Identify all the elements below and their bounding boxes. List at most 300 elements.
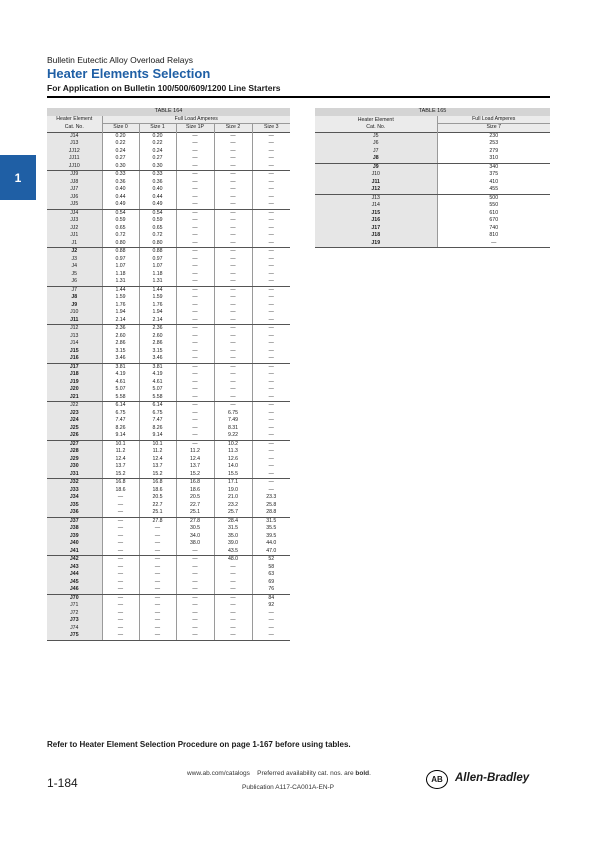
amperes-cell: — <box>102 540 139 548</box>
table-row <box>315 148 550 156</box>
cat-no-cell: J16 <box>315 217 437 225</box>
amperes-cell: — <box>214 363 252 371</box>
amperes-cell: — <box>176 417 214 425</box>
amperes-cell: 1.59 <box>139 294 176 302</box>
amperes-cell: — <box>176 410 214 418</box>
amperes-cell: — <box>176 256 214 264</box>
amperes-cell: 21.0 <box>214 494 252 502</box>
cat-no-cell: J32 <box>47 479 102 487</box>
amperes-cell: — <box>176 579 214 587</box>
cat-no-cell: J6 <box>47 278 102 286</box>
amperes-cell: — <box>176 371 214 379</box>
amperes-cell: 1.18 <box>139 271 176 279</box>
amperes-cell: — <box>214 594 252 602</box>
cat-no-cell: JJ12 <box>47 148 102 156</box>
table-row <box>47 333 290 341</box>
amperes-cell: 6.14 <box>139 402 176 410</box>
amperes-cell: — <box>102 502 139 510</box>
cat-no-cell: JJ3 <box>47 217 102 225</box>
amperes-cell: 3.46 <box>102 355 139 363</box>
amperes-cell: — <box>252 263 290 271</box>
cat-no-cell: JJ10 <box>47 163 102 171</box>
table-row <box>315 202 550 210</box>
header-cat-no: Cat. No. <box>47 124 102 133</box>
cat-no-cell: J44 <box>47 571 102 579</box>
cat-no-cell: J6 <box>315 140 437 148</box>
cat-no-cell: J9 <box>47 302 102 310</box>
table-row <box>47 594 290 602</box>
table-row <box>47 309 290 317</box>
cat-no-cell: J45 <box>47 579 102 587</box>
amperes-cell: — <box>176 625 214 633</box>
amperes-cell: — <box>214 371 252 379</box>
cat-no-cell: JJ4 <box>47 209 102 217</box>
amperes-cell: — <box>176 379 214 387</box>
amperes-cell: — <box>214 602 252 610</box>
amperes-cell: — <box>176 548 214 556</box>
table-row <box>47 479 290 487</box>
amperes-cell: 0.40 <box>102 186 139 194</box>
amperes-cell: 6.75 <box>214 410 252 418</box>
table-row <box>47 371 290 379</box>
cat-no-cell: J8 <box>315 155 437 163</box>
cat-no-cell: J27 <box>47 440 102 448</box>
amperes-cell: 0.88 <box>102 248 139 256</box>
amperes-cell: 13.7 <box>102 463 139 471</box>
table-row <box>315 186 550 194</box>
amperes-cell: 0.80 <box>102 240 139 248</box>
amperes-cell: — <box>102 594 139 602</box>
series-label: Bulletin Eutectic Alloy Overload Relays <box>47 55 193 65</box>
cat-no-cell: J19 <box>315 240 437 248</box>
cat-no-cell: J19 <box>47 379 102 387</box>
cat-no-cell: J14 <box>47 340 102 348</box>
amperes-cell: — <box>176 432 214 440</box>
table-row <box>47 355 290 363</box>
amperes-cell: — <box>252 463 290 471</box>
amperes-cell: — <box>252 371 290 379</box>
amperes-cell: — <box>214 325 252 333</box>
table-row <box>315 194 550 202</box>
amperes-cell: — <box>252 302 290 310</box>
amperes-cell: 1.94 <box>139 309 176 317</box>
catalog-url-link[interactable]: www.ab.com/catalogs <box>187 770 250 777</box>
amperes-cell: 44.0 <box>252 540 290 548</box>
amperes-cell: 10.1 <box>102 440 139 448</box>
cat-no-cell: J36 <box>47 509 102 517</box>
amperes-cell: — <box>176 632 214 640</box>
cat-no-cell: J13 <box>47 140 102 148</box>
table-row <box>47 386 290 394</box>
cat-no-cell: J7 <box>315 148 437 156</box>
amperes-cell: — <box>102 509 139 517</box>
amperes-cell: — <box>252 148 290 156</box>
amperes-cell: 8.26 <box>102 425 139 433</box>
amperes-cell: 28.4 <box>214 517 252 525</box>
table-row <box>47 348 290 356</box>
cat-no-cell: JJ1 <box>47 232 102 240</box>
cat-no-cell: J9 <box>315 163 437 171</box>
cat-no-cell: J3 <box>47 256 102 264</box>
amperes-cell: — <box>252 217 290 225</box>
amperes-cell: 0.30 <box>139 163 176 171</box>
amperes-cell: — <box>139 533 176 541</box>
amperes-cell: 3.15 <box>139 348 176 356</box>
amperes-cell: 0.80 <box>139 240 176 248</box>
table-row <box>47 463 290 471</box>
table-row <box>47 248 290 256</box>
table-row <box>47 194 290 202</box>
amperes-cell: — <box>102 517 139 525</box>
amperes-cell: 2.36 <box>102 325 139 333</box>
amperes-cell: — <box>176 163 214 171</box>
amperes-cell: — <box>176 325 214 333</box>
cat-no-cell: J17 <box>315 225 437 233</box>
amperes-cell: — <box>252 379 290 387</box>
amperes-cell: 35.5 <box>252 525 290 533</box>
amperes-cell: — <box>252 163 290 171</box>
amperes-cell: — <box>214 163 252 171</box>
table-row <box>47 525 290 533</box>
table-row <box>315 232 550 240</box>
table-row <box>47 278 290 286</box>
cat-no-cell: J11 <box>47 317 102 325</box>
amperes-cell: — <box>176 201 214 209</box>
table-row <box>47 571 290 579</box>
cat-no-cell: J1 <box>47 240 102 248</box>
cat-no-cell: J25 <box>47 425 102 433</box>
amperes-cell: 500 <box>437 194 550 202</box>
table-row <box>47 617 290 625</box>
amperes-cell: — <box>139 548 176 556</box>
table-row <box>315 179 550 187</box>
header-cat-no: Cat. No. <box>366 123 386 130</box>
table-row <box>47 140 290 148</box>
amperes-cell: 11.3 <box>214 448 252 456</box>
table-row <box>315 225 550 233</box>
table-row <box>47 163 290 171</box>
amperes-cell: 27.8 <box>139 517 176 525</box>
amperes-cell: 7.47 <box>139 417 176 425</box>
amperes-cell: — <box>102 571 139 579</box>
amperes-cell: — <box>214 132 252 140</box>
amperes-cell: 27.8 <box>176 517 214 525</box>
amperes-cell: — <box>214 617 252 625</box>
cat-no-cell: J12 <box>315 186 437 194</box>
table-row <box>47 410 290 418</box>
cat-no-cell: JJ7 <box>47 186 102 194</box>
amperes-cell: — <box>139 525 176 533</box>
amperes-cell: 92 <box>252 602 290 610</box>
brand-name: Allen-Bradley <box>455 772 530 784</box>
amperes-cell: — <box>214 155 252 163</box>
table-row <box>47 610 290 618</box>
amperes-cell: — <box>139 556 176 564</box>
amperes-cell: 8.26 <box>139 425 176 433</box>
amperes-cell: 5.07 <box>102 386 139 394</box>
cat-no-cell: J10 <box>315 171 437 179</box>
table-row <box>47 217 290 225</box>
amperes-cell: — <box>214 625 252 633</box>
amperes-cell: — <box>252 363 290 371</box>
amperes-cell: — <box>176 225 214 233</box>
cat-no-cell: J29 <box>47 456 102 464</box>
amperes-cell: 20.5 <box>176 494 214 502</box>
amperes-cell: 670 <box>437 217 550 225</box>
amperes-cell: 16.8 <box>176 479 214 487</box>
cat-no-cell: J13 <box>315 194 437 202</box>
cat-no-cell: JJ9 <box>47 171 102 179</box>
amperes-cell: 0.27 <box>139 155 176 163</box>
amperes-cell: 16.8 <box>139 479 176 487</box>
amperes-cell: 15.2 <box>176 471 214 479</box>
table-row <box>47 494 290 502</box>
table-row <box>47 132 290 140</box>
amperes-cell: 0.20 <box>102 132 139 140</box>
table-row <box>47 625 290 633</box>
amperes-cell: 253 <box>437 140 550 148</box>
amperes-cell: 25.1 <box>176 509 214 517</box>
amperes-cell: 230 <box>437 132 550 140</box>
amperes-cell: — <box>214 586 252 594</box>
amperes-cell: 0.36 <box>139 179 176 187</box>
amperes-cell: — <box>176 386 214 394</box>
amperes-cell: 13.7 <box>139 463 176 471</box>
amperes-cell: 0.30 <box>102 163 139 171</box>
header-size: Size 1 <box>139 124 176 133</box>
amperes-cell: — <box>139 617 176 625</box>
amperes-cell: 1.44 <box>102 286 139 294</box>
amperes-cell: — <box>252 471 290 479</box>
amperes-cell: — <box>214 294 252 302</box>
cat-no-cell: J23 <box>47 410 102 418</box>
amperes-cell: 76 <box>252 586 290 594</box>
table-row <box>47 302 290 310</box>
header-size: Size 2 <box>214 124 252 133</box>
amperes-cell: 1.31 <box>139 278 176 286</box>
amperes-cell: 39.0 <box>214 540 252 548</box>
amperes-cell: — <box>214 179 252 187</box>
table-row <box>47 186 290 194</box>
table-row <box>47 240 290 248</box>
table-row <box>47 448 290 456</box>
cat-no-cell: J2 <box>47 248 102 256</box>
cat-no-cell: J5 <box>47 271 102 279</box>
amperes-cell: — <box>176 240 214 248</box>
amperes-cell: — <box>214 309 252 317</box>
amperes-cell: — <box>214 564 252 572</box>
table-row <box>315 155 550 163</box>
table-row <box>47 579 290 587</box>
amperes-cell: — <box>214 402 252 410</box>
amperes-cell: 5.07 <box>139 386 176 394</box>
page-subtitle: For Application on Bulletin 100/500/609/1200 Line Starters <box>47 83 281 93</box>
amperes-cell: — <box>176 263 214 271</box>
amperes-cell: — <box>102 548 139 556</box>
amperes-cell: 1.07 <box>102 263 139 271</box>
amperes-cell: 0.49 <box>139 201 176 209</box>
publication-number: Publication A117-CA001A-EN-P <box>242 784 335 791</box>
amperes-cell: — <box>252 479 290 487</box>
table-row <box>47 171 290 179</box>
table-row <box>47 425 290 433</box>
cat-no-cell: J43 <box>47 564 102 572</box>
cat-no-cell: J18 <box>315 232 437 240</box>
amperes-cell: — <box>102 632 139 640</box>
amperes-cell: 3.15 <box>102 348 139 356</box>
table-row <box>47 517 290 525</box>
amperes-cell: — <box>176 194 214 202</box>
amperes-cell: — <box>176 586 214 594</box>
amperes-cell: — <box>252 317 290 325</box>
amperes-cell: — <box>102 533 139 541</box>
amperes-cell: — <box>214 217 252 225</box>
amperes-cell: 1.18 <box>102 271 139 279</box>
amperes-cell: 1.31 <box>102 278 139 286</box>
amperes-cell: 2.60 <box>139 333 176 341</box>
amperes-cell: — <box>214 333 252 341</box>
table-row <box>47 232 290 240</box>
amperes-cell: — <box>102 556 139 564</box>
table-row <box>315 171 550 179</box>
amperes-cell: — <box>102 602 139 610</box>
amperes-cell: — <box>252 425 290 433</box>
amperes-cell: 0.72 <box>139 232 176 240</box>
header-full-load-amperes: Full Load Amperes <box>102 116 290 124</box>
cat-no-cell: J17 <box>47 363 102 371</box>
amperes-cell: — <box>252 248 290 256</box>
amperes-cell: 12.4 <box>102 456 139 464</box>
table-row <box>47 340 290 348</box>
amperes-cell: 4.61 <box>102 379 139 387</box>
header-size: Size 1P <box>176 124 214 133</box>
amperes-cell: — <box>252 394 290 402</box>
cat-no-cell: J26 <box>47 432 102 440</box>
amperes-cell: — <box>102 617 139 625</box>
amperes-cell: 22.7 <box>176 502 214 510</box>
amperes-cell: — <box>176 155 214 163</box>
table-row <box>47 509 290 517</box>
amperes-cell: — <box>176 333 214 341</box>
amperes-cell: 3.46 <box>139 355 176 363</box>
amperes-cell: — <box>139 579 176 587</box>
amperes-cell: 25.8 <box>252 502 290 510</box>
amperes-cell: 0.44 <box>102 194 139 202</box>
amperes-cell: 0.72 <box>102 232 139 240</box>
amperes-cell: 31.5 <box>252 517 290 525</box>
table-caption: TABLE 165 <box>315 108 550 116</box>
amperes-cell: 11.2 <box>139 448 176 456</box>
table-row <box>47 155 290 163</box>
amperes-cell: — <box>252 179 290 187</box>
amperes-cell: 7.47 <box>102 417 139 425</box>
cat-no-cell: J74 <box>47 625 102 633</box>
amperes-cell: 11.2 <box>176 448 214 456</box>
cat-no-cell: JJ2 <box>47 225 102 233</box>
amperes-cell: 0.27 <box>102 155 139 163</box>
cat-no-cell: J21 <box>47 394 102 402</box>
amperes-cell: 84 <box>252 594 290 602</box>
amperes-cell: — <box>176 348 214 356</box>
amperes-cell: 13.7 <box>176 463 214 471</box>
amperes-cell: 1.76 <box>139 302 176 310</box>
amperes-cell: — <box>139 586 176 594</box>
amperes-cell: — <box>139 632 176 640</box>
amperes-cell: 6.14 <box>102 402 139 410</box>
cat-no-cell: J12 <box>47 325 102 333</box>
amperes-cell: — <box>176 564 214 572</box>
header-rule <box>47 96 550 98</box>
amperes-cell: 0.59 <box>139 217 176 225</box>
amperes-cell: — <box>214 394 252 402</box>
cat-no-cell: J31 <box>47 471 102 479</box>
amperes-cell: — <box>214 201 252 209</box>
amperes-cell: 2.86 <box>102 340 139 348</box>
amperes-cell: — <box>214 194 252 202</box>
amperes-cell: 2.14 <box>139 317 176 325</box>
amperes-cell: — <box>214 579 252 587</box>
header-size: Size 3 <box>252 124 290 133</box>
footer-links: www.ab.com/catalogs Preferred availability cat. nos. are bold. <box>187 770 371 777</box>
table-row <box>47 294 290 302</box>
cat-no-cell: J11 <box>315 179 437 187</box>
cat-no-cell: J4 <box>47 263 102 271</box>
amperes-cell: — <box>252 209 290 217</box>
amperes-cell: — <box>252 140 290 148</box>
amperes-cell: — <box>139 594 176 602</box>
table-row <box>47 209 290 217</box>
table-row <box>315 210 550 218</box>
table-row <box>47 487 290 495</box>
amperes-cell: 4.19 <box>139 371 176 379</box>
amperes-cell: 4.61 <box>139 379 176 387</box>
amperes-cell: 0.22 <box>139 140 176 148</box>
amperes-cell: — <box>214 148 252 156</box>
amperes-cell: 25.7 <box>214 509 252 517</box>
amperes-cell: 0.54 <box>139 209 176 217</box>
cat-no-cell: J14 <box>315 202 437 210</box>
amperes-cell: — <box>252 155 290 163</box>
amperes-cell: 10.2 <box>214 440 252 448</box>
amperes-cell: — <box>252 278 290 286</box>
cat-no-cell: J34 <box>47 494 102 502</box>
header-heater-element: Heater Element <box>47 116 102 124</box>
amperes-cell: 0.33 <box>139 171 176 179</box>
table-row <box>315 217 550 225</box>
table-row <box>47 471 290 479</box>
amperes-cell: — <box>176 278 214 286</box>
table-row <box>47 564 290 572</box>
amperes-cell: — <box>176 425 214 433</box>
amperes-cell: 48.0 <box>214 556 252 564</box>
amperes-cell: — <box>252 386 290 394</box>
amperes-cell: 740 <box>437 225 550 233</box>
amperes-cell: 3.81 <box>139 363 176 371</box>
table-row <box>47 148 290 156</box>
amperes-cell: — <box>139 602 176 610</box>
amperes-cell: 6.75 <box>139 410 176 418</box>
amperes-cell: 0.44 <box>139 194 176 202</box>
amperes-cell: — <box>252 610 290 618</box>
cat-no-cell: J16 <box>47 355 102 363</box>
amperes-cell: 35.0 <box>214 533 252 541</box>
amperes-cell: 310 <box>437 155 550 163</box>
amperes-cell: — <box>214 209 252 217</box>
cat-no-cell: J42 <box>47 556 102 564</box>
table-row <box>315 240 550 248</box>
allen-bradley-logo-icon: AB <box>426 770 448 789</box>
amperes-cell: 20.5 <box>139 494 176 502</box>
